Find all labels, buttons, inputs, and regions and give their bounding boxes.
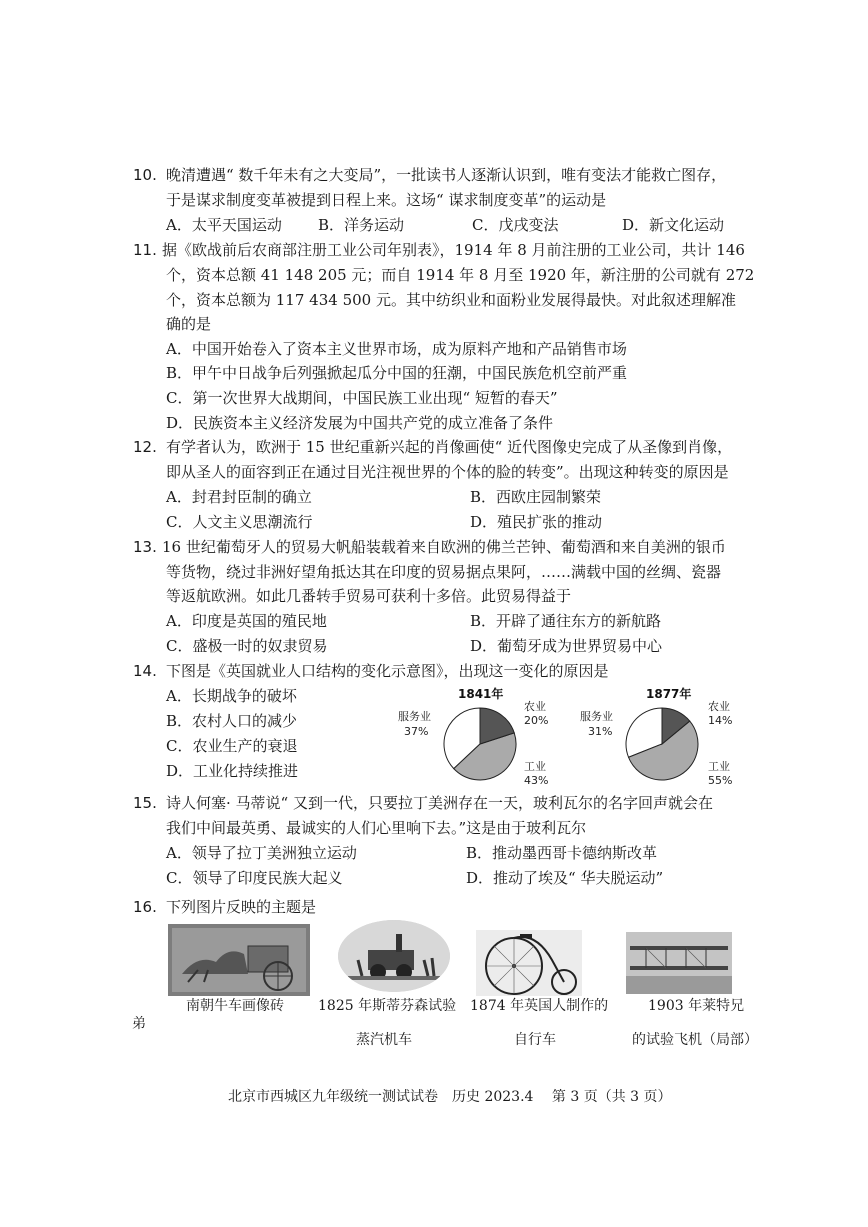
pie-1841-service-label: 服务业 (398, 710, 431, 723)
q16-number: 16. (133, 898, 157, 916)
pie-1877-agri-pct: 14% (708, 714, 733, 727)
q14-option-d: D．工业化持续推进 (166, 762, 299, 780)
q11-option-a: A．中国开始卷入了资本主义世界市场，成为原料产地和产品销售市场 (166, 340, 627, 358)
q14-option-a: A．长期战争的破坏 (166, 687, 297, 705)
q13-option-b: B．开辟了通往东方的新航路 (470, 612, 662, 630)
pie-1841-title: 1841年 (458, 687, 504, 701)
q15-option-c: C．领导了印度民族大起义 (166, 869, 343, 887)
caption-ox-cart: 南朝牛车画像砖 (186, 998, 284, 1014)
q11-option-b: B．甲午中日战争后列强掀起瓜分中国的狂潮，中国民族危机空前严重 (166, 364, 628, 382)
caption-bicycle-line1: 1874 年英国人制作的 (470, 998, 609, 1014)
q12-option-b: B．西欧庄园制繁荣 (470, 488, 602, 506)
q14-number: 14. (133, 662, 157, 680)
q13-stem-line1: 16 世纪葡萄牙人的贸易大帆船装载着来自欧洲的佛兰芒钟、葡萄酒和来自美洲的银币 (162, 538, 726, 556)
q15-option-a: A．领导了拉丁美洲独立运动 (166, 844, 357, 862)
bicycle-image (476, 930, 582, 996)
wright-airplane-image (626, 932, 732, 994)
stray-character: 弟 (132, 1016, 146, 1032)
ox-cart-brick-image (168, 924, 310, 996)
pie-1877-service-pct: 31% (588, 725, 613, 738)
q10-option-a: A．太平天国运动 (166, 216, 282, 234)
q13-option-d: D．葡萄牙成为世界贸易中心 (470, 637, 663, 655)
q11-option-d: D．民族资本主义经济发展为中国共产党的成立准备了条件 (166, 414, 554, 432)
q10-number: 10. (133, 166, 157, 184)
pie-1877-ind-label: 工业 (708, 760, 730, 773)
pie-1841-agri-label: 农业 (524, 700, 546, 713)
q15-option-d: D．推动了埃及“ 华夫脱运动” (466, 869, 664, 887)
pie-1841-ind-pct: 43% (524, 774, 549, 787)
steam-locomotive-image (338, 920, 450, 992)
pie-chart-1877 (580, 686, 732, 787)
pie-1877-title: 1877年 (646, 687, 692, 701)
q12-stem-line1: 有学者认为，欧洲于 15 世纪重新兴起的肖像画使“ 近代图像史完成了从圣像到肖像， (166, 438, 733, 456)
q10-stem-line2: 于是谋求制度变革被提到日程上来。这场“ 谋求制度变革”的运动是 (166, 191, 607, 209)
page-footer: 北京市西城区九年级统一测试试卷 历史 2023.4 第 3 页（共 3 页） (228, 1089, 672, 1105)
q12-number: 12. (133, 438, 157, 456)
q12-stem-line2: 即从圣人的面容到正在通过目光注视世界的个体的脸的转变”。出现这种转变的原因是 (166, 463, 729, 481)
q10-option-b: B．洋务运动 (318, 216, 405, 234)
pie-1877-service-label: 服务业 (580, 710, 613, 723)
pie-1877-agri-label: 农业 (708, 700, 730, 713)
q15-option-b: B．推动墨西哥卡德纳斯改革 (466, 844, 658, 862)
pie-1877-ind-pct: 55% (708, 774, 733, 787)
q11-stem-line4: 确的是 (166, 315, 212, 333)
q13-option-c: C．盛极一时的奴隶贸易 (166, 637, 328, 655)
q12-option-d: D．殖民扩张的推动 (470, 513, 603, 531)
q16-stem-line1: 下列图片反映的主题是 (166, 898, 317, 916)
pie-1841-agri-pct: 20% (524, 714, 549, 727)
q11-stem-line2: 个，资本总额 41 148 205 元；而自 1914 年 8 月至 1920 年，新注册的公司就有 272 (166, 266, 755, 284)
caption-bicycle-line2: 自行车 (514, 1032, 556, 1048)
pie-1841-ind-label: 工业 (524, 760, 546, 773)
q14-option-c: C．农业生产的衰退 (166, 737, 298, 755)
q14-stem-line1: 下图是《英国就业人口结构的变化示意图》，出现这一变化的原因是 (166, 662, 609, 680)
caption-airplane-line1: 1903 年莱特兄 (648, 998, 745, 1014)
q11-stem-line3: 个，资本总额为 117 434 500 元。其中纺织业和面粉业发展得最快。对此叙述理解准 (166, 291, 736, 309)
pie-chart-1841 (398, 686, 548, 787)
pie-1841-service-pct: 37% (404, 725, 429, 738)
q12-option-c: C．人文主义思潮流行 (166, 513, 313, 531)
q11-number: 11. (133, 241, 157, 259)
q15-stem-line1: 诗人何塞· 马蒂说“ 又到一代，只要拉丁美洲存在一天，玻利瓦尔的名字回声就会在 (166, 794, 713, 812)
caption-locomotive-line2: 蒸汽机车 (356, 1032, 412, 1048)
q13-stem-line2: 等货物，绕过非洲好望角抵达其在印度的贸易据点果阿，……满载中国的丝绸、瓷器 (166, 563, 722, 581)
q11-option-c: C．第一次世界大战期间，中国民族工业出现“ 短暂的春天” (166, 389, 558, 407)
q15-stem-line2: 我们中间最英勇、最诚实的人们心里响下去。”这是由于玻利瓦尔 (166, 819, 587, 837)
caption-locomotive-line1: 1825 年斯蒂芬森试验 (318, 998, 457, 1014)
q13-stem-line3: 等返航欧洲。如此几番转手贸易可获利十多倍。此贸易得益于 (166, 587, 572, 605)
caption-airplane-line2: 的试验飞机（局部） (632, 1032, 758, 1048)
q10-option-d: D．新文化运动 (622, 216, 725, 234)
q12-option-a: A．封君封臣制的确立 (166, 488, 312, 506)
q10-option-c: C．戊戌变法 (472, 216, 559, 234)
q11-stem-line1: 据《欧战前后农商部注册工业公司年别表》，1914 年 8 月前注册的工业公司，共计 146 (162, 241, 745, 259)
q15-number: 15. (133, 794, 157, 812)
employment-structure-charts (390, 684, 750, 792)
q10-stem-line1: 晚清遭遇“ 数千年未有之大变局”，一批读书人逐渐认识到，唯有变法才能救亡图存， (166, 166, 727, 184)
q13-option-a: A．印度是英国的殖民地 (166, 612, 327, 630)
q14-option-b: B．农村人口的减少 (166, 712, 298, 730)
q13-number: 13. (133, 538, 157, 556)
